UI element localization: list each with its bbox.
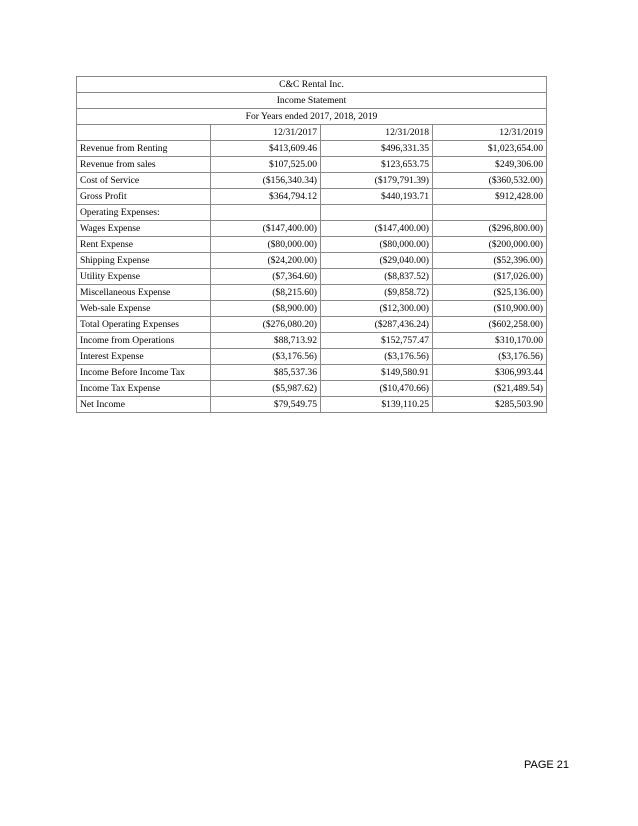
- row-value: $413,609.46: [211, 141, 321, 157]
- statement-title: Income Statement: [77, 93, 547, 109]
- row-value: [321, 205, 433, 221]
- statement-row: [77, 333, 547, 349]
- statement-row: [77, 221, 547, 237]
- row-value: [211, 205, 321, 221]
- statement-row: [77, 173, 547, 189]
- row-value: ($17,026.00): [433, 269, 547, 285]
- row-label: Web-sale Expense: [77, 301, 211, 317]
- row-value: $912,428.00: [433, 189, 547, 205]
- row-label: Wages Expense: [77, 221, 211, 237]
- row-value: $149,580.91: [321, 365, 433, 381]
- statement-line-items: [77, 141, 547, 413]
- row-value: ($156,340.34): [211, 173, 321, 189]
- row-value: [433, 205, 547, 221]
- row-value: $496,331.35: [321, 141, 433, 157]
- row-value: $285,503.90: [433, 397, 547, 413]
- header-blank-cell: [77, 125, 211, 141]
- row-value: $364,794.12: [211, 189, 321, 205]
- row-label: Rent Expense: [77, 237, 211, 253]
- row-value: ($602,258.00): [433, 317, 547, 333]
- statement-row: [77, 141, 547, 157]
- statement-row: [77, 317, 547, 333]
- row-label: Revenue from sales: [77, 157, 211, 173]
- company-name: C&C Rental Inc.: [77, 77, 547, 93]
- row-label: Income Tax Expense: [77, 381, 211, 397]
- column-header-row: [77, 125, 547, 141]
- row-label: Cost of Service: [77, 173, 211, 189]
- column-header-2017: 12/31/2017: [211, 125, 321, 141]
- column-header-2018: 12/31/2018: [321, 125, 433, 141]
- row-value: ($12,300.00): [321, 301, 433, 317]
- statement-period: For Years ended 2017, 2018, 2019: [77, 109, 547, 125]
- row-value: ($10,900.00): [433, 301, 547, 317]
- row-value: $152,757.47: [321, 333, 433, 349]
- row-value: ($25,136.00): [433, 285, 547, 301]
- row-value: $107,525.00: [211, 157, 321, 173]
- row-value: $440,193.71: [321, 189, 433, 205]
- row-value: ($9,858.72): [321, 285, 433, 301]
- row-value: ($276,080.20): [211, 317, 321, 333]
- page-number: PAGE 21: [524, 759, 570, 771]
- row-value: ($29,040.00): [321, 253, 433, 269]
- row-value: ($5,987.62): [211, 381, 321, 397]
- row-value: $139,110.25: [321, 397, 433, 413]
- row-label: Income Before Income Tax: [77, 365, 211, 381]
- statement-row: [77, 381, 547, 397]
- row-value: ($8,215.60): [211, 285, 321, 301]
- row-label: Interest Expense: [77, 349, 211, 365]
- statement-row: [77, 365, 547, 381]
- row-value: ($8,837.52): [321, 269, 433, 285]
- row-value: ($24,200.00): [211, 253, 321, 269]
- row-value: $306,993.44: [433, 365, 547, 381]
- column-header-2019: 12/31/2019: [433, 125, 547, 141]
- row-value: $249,306.00: [433, 157, 547, 173]
- row-label: Total Operating Expenses: [77, 317, 211, 333]
- row-label: Gross Profit: [77, 189, 211, 205]
- statement-row: [77, 285, 547, 301]
- row-label: Income from Operations: [77, 333, 211, 349]
- row-value: ($147,400.00): [211, 221, 321, 237]
- row-value: $123,653.75: [321, 157, 433, 173]
- row-value: ($147,400.00): [321, 221, 433, 237]
- row-value: $85,537.36: [211, 365, 321, 381]
- row-value: ($3,176.56): [211, 349, 321, 365]
- statement-row: [77, 189, 547, 205]
- row-value: ($80,000.00): [211, 237, 321, 253]
- statement-row: [77, 253, 547, 269]
- row-value: $79,549.75: [211, 397, 321, 413]
- row-value: ($200,000.00): [433, 237, 547, 253]
- row-label: Miscellaneous Expense: [77, 285, 211, 301]
- period-row: [77, 109, 547, 125]
- statement-row: [77, 269, 547, 285]
- row-label: Revenue from Renting: [77, 141, 211, 157]
- row-label: Utility Expense: [77, 269, 211, 285]
- row-value: ($3,176.56): [433, 349, 547, 365]
- row-value: ($80,000.00): [321, 237, 433, 253]
- row-value: ($7,364.60): [211, 269, 321, 285]
- row-value: ($179,791.39): [321, 173, 433, 189]
- row-label: Operating Expenses:: [77, 205, 211, 221]
- statement-row: [77, 205, 547, 221]
- row-value: ($8,900.00): [211, 301, 321, 317]
- row-value: ($21,489.54): [433, 381, 547, 397]
- row-value: ($3,176.56): [321, 349, 433, 365]
- row-value: ($52,396.00): [433, 253, 547, 269]
- company-row: [77, 77, 547, 93]
- row-value: ($360,532.00): [433, 173, 547, 189]
- statement-row: [77, 301, 547, 317]
- row-value: ($287,436.24): [321, 317, 433, 333]
- statement-row: [77, 349, 547, 365]
- statement-row: [77, 397, 547, 413]
- statement-row: [77, 237, 547, 253]
- row-value: $88,713.92: [211, 333, 321, 349]
- title-row: [77, 93, 547, 109]
- row-value: $1,023,654.00: [433, 141, 547, 157]
- row-value: ($296,800.00): [433, 221, 547, 237]
- row-label: Net Income: [77, 397, 211, 413]
- statement-row: [77, 157, 547, 173]
- row-label: Shipping Expense: [77, 253, 211, 269]
- income-statement-table: [76, 76, 547, 413]
- row-value: $310,170.00: [433, 333, 547, 349]
- row-value: ($10,470.66): [321, 381, 433, 397]
